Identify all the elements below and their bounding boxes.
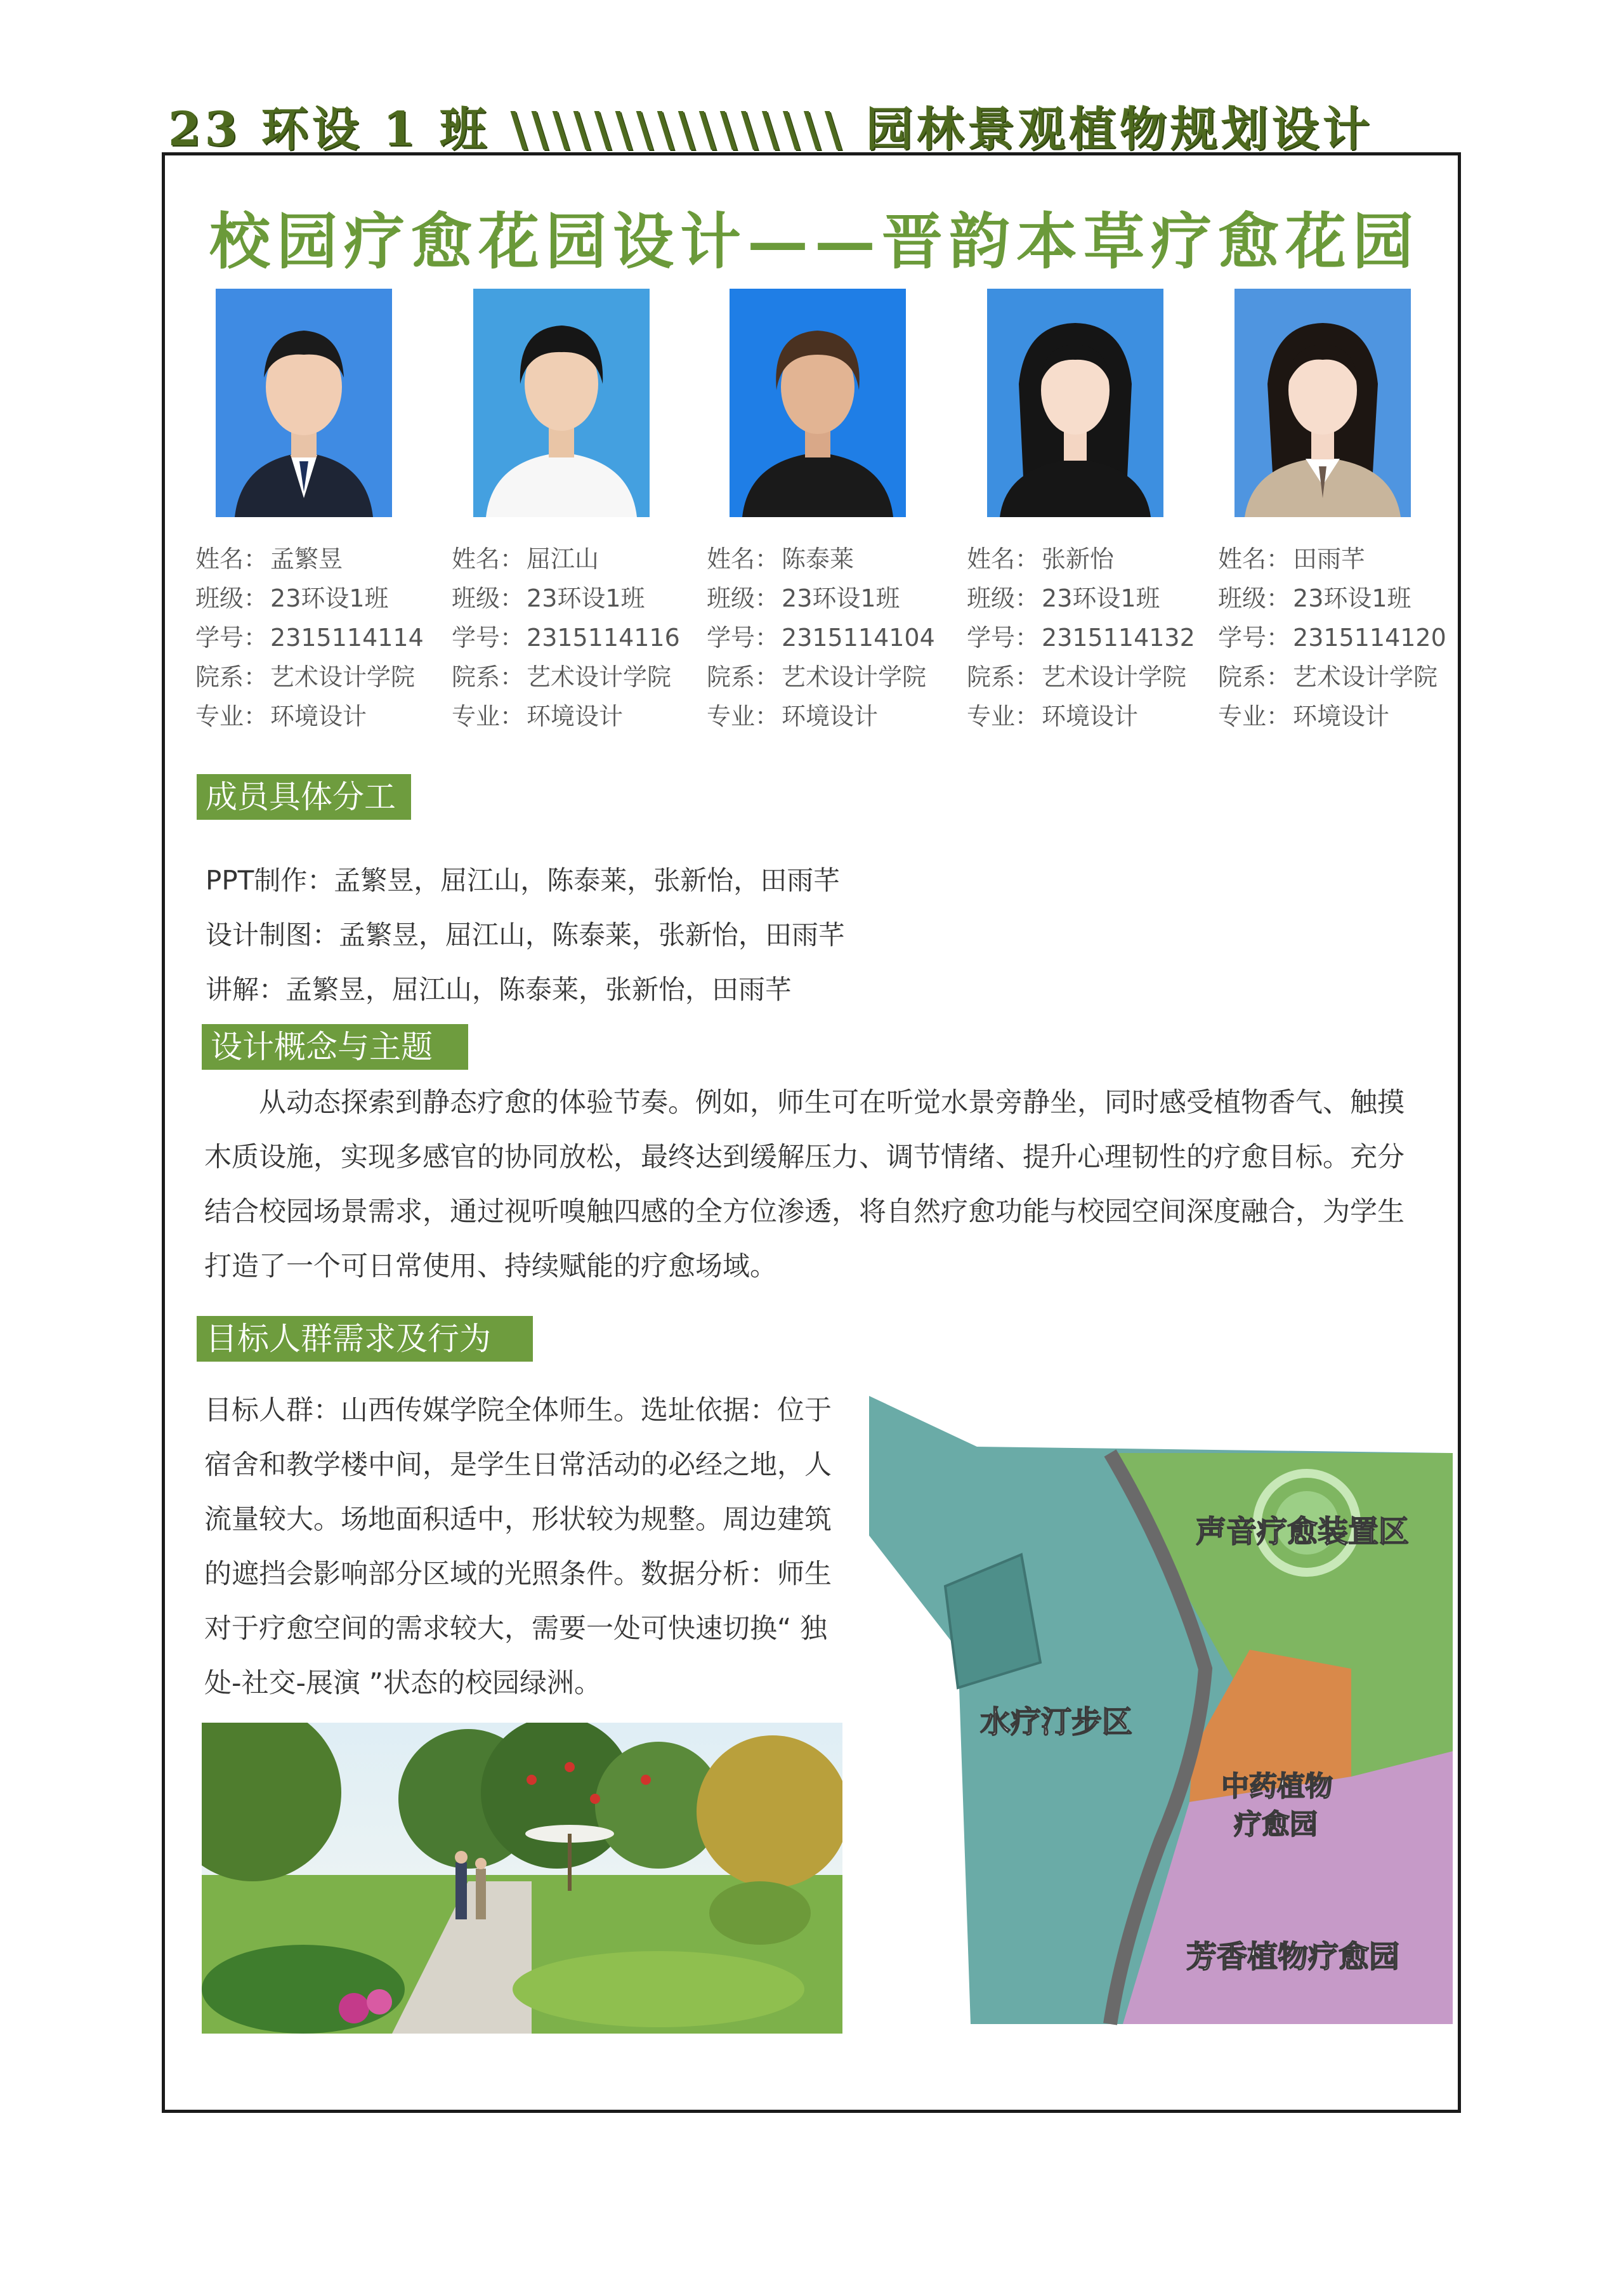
division-line-3: 讲解：孟繁昱，屈江山，陈泰莱，张新怡，田雨芊 [206, 974, 792, 1005]
page-title: 校园疗愈花园设计——晋韵本草疗愈花园 [209, 206, 1420, 277]
map-label-herb-2: 疗愈园 [1234, 1808, 1318, 1841]
section-heading-concept: 设计概念与主题 [202, 1024, 468, 1070]
member-info-5: 姓名： 田雨芊 班级： 23环设1班 学号： 2315114120 院系： 艺术设计学院 专业： 环境设计 [1218, 545, 1446, 730]
concept-paragraph: 从动态探索到静态疗愈的体验节奏。例如，师生可在听觉水景旁静坐，同时感受植物香气、触摸木质设施，实现多感官的协同放松，最终达到缓解压力、调节情绪、提升心理韧性的疗愈目标。充分结合校园场景需求，通过视听嗅触四感的全方位渗透，将自然疗愈功能与校园空间深度融合，为学生打造了一个可日常使用、持续赋能的疗愈场域。 [204, 1087, 1405, 1282]
map-label-sound: 声音疗愈装置区 [1196, 1514, 1410, 1549]
member-photo-2 [473, 289, 650, 517]
section-heading-division: 成员具体分工 [197, 774, 411, 820]
garden-rendering [202, 1723, 842, 2034]
map-label-herb-1: 中药植物 [1221, 1770, 1333, 1803]
member-info-4: 姓名： 张新怡 班级： 23环设1班 学号： 2315114132 院系： 艺术设计学院 专业： 环境设计 [967, 545, 1195, 730]
division-line-2: 设计制图：孟繁昱，屈江山，陈泰莱，张新怡，田雨芊 [206, 919, 846, 950]
member-photo-1 [216, 289, 392, 517]
member-info-2: 姓名： 屈江山 班级： 23环设1班 学号： 2315114116 院系： 艺术设计学院 专业： 环境设计 [452, 545, 680, 730]
member-photo-4 [987, 289, 1163, 517]
map-label-water: 水疗汀步区 [980, 1704, 1133, 1740]
map-label-aroma: 芳香植物疗愈园 [1186, 1939, 1400, 1975]
member-info-1: 姓名： 孟繁昱 班级： 23环设1班 学号： 2315114114 院系： 艺术设计学院 专业： 环境设计 [195, 545, 424, 730]
member-info-3: 姓名： 陈泰莱 班级： 23环设1班 学号： 2315114104 院系： 艺术设计学院 专业： 环境设计 [707, 545, 935, 730]
target-paragraph: 目标人群：山西传媒学院全体师生。选址依据：位于宿舍和教学楼中间，是学生日常活动的必经之地，人流量较大。场地面积适中，形状较为规整。周边建筑的遮挡会影响部分区域的光照条件。数据分析：师生对于疗愈空间的需求较大，需要一处可快速切换“ 独处-社交-展演 ”状态的校园绿洲。 [204, 1395, 832, 1699]
division-line-1: PPT制作：孟繁昱，屈江山，陈泰莱，张新怡，田雨芊 [206, 865, 841, 896]
site-plan-map [869, 1396, 1453, 2037]
section-heading-target: 目标人群需求及行为 [197, 1316, 533, 1362]
page-header: 23 环设 1 班 \\\\\\\\\\\\\\\\ 园林景观植物规划设计 [168, 102, 1373, 157]
member-photo-5 [1234, 289, 1411, 517]
member-photo-3 [730, 289, 906, 517]
